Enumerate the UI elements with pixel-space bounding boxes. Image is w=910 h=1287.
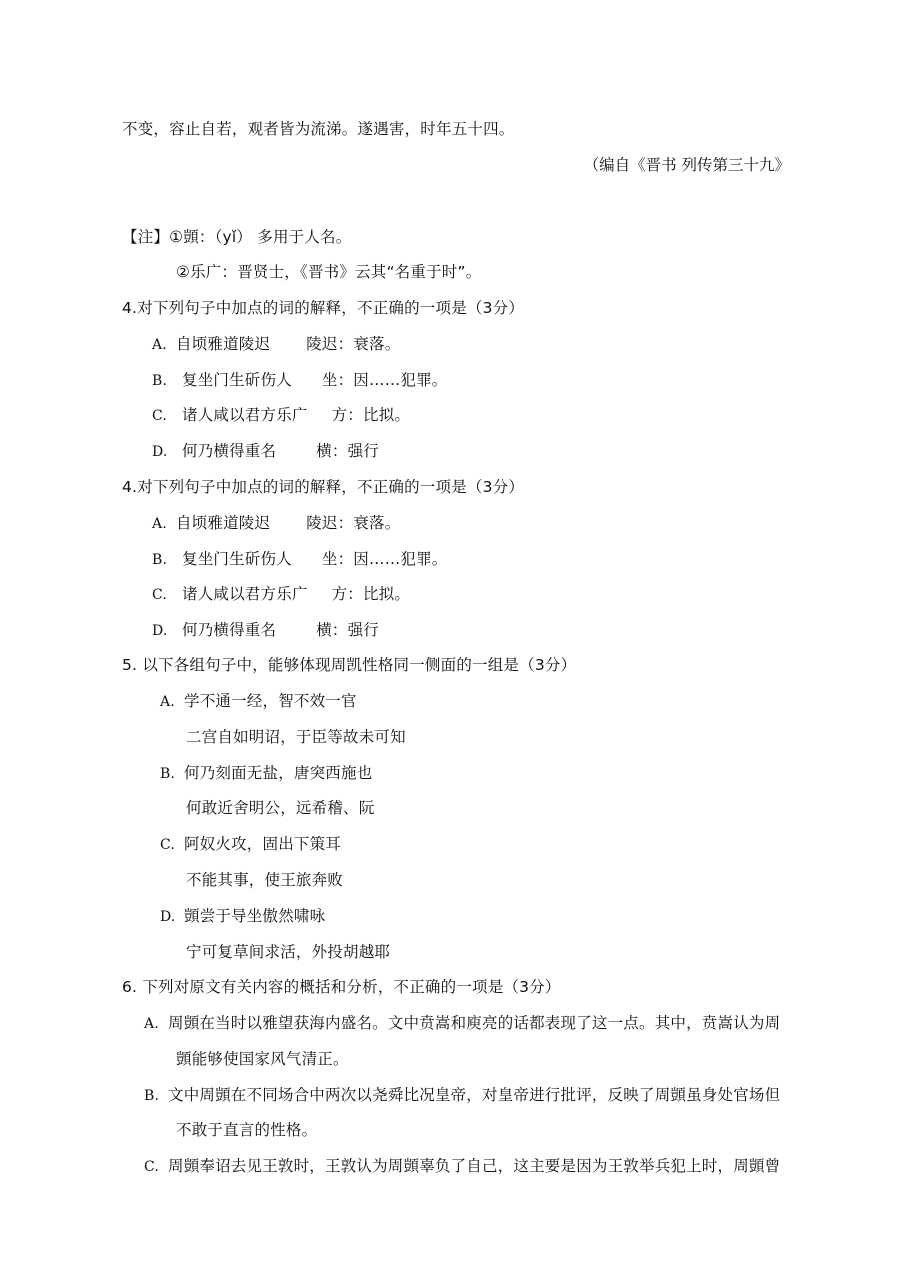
notes-label: 【注】 <box>122 228 170 246</box>
q4a-option-a[interactable] <box>152 333 400 356</box>
q6-option-c[interactable] <box>144 1155 780 1178</box>
option-label: D. <box>152 623 168 639</box>
option-label: B. <box>152 552 168 568</box>
option-sentence: 诸人咸以君方乐广 <box>182 585 308 603</box>
q5-option-a-line2: 二宫自如明诏，于臣等故未可知 <box>186 728 406 746</box>
option-line1: 顗尝于导坐傲然啸咏 <box>184 907 326 925</box>
option-sentence: 复坐门生斫伤人 <box>182 371 292 389</box>
q5-option-a[interactable] <box>160 690 357 713</box>
option-label: D. <box>152 444 168 460</box>
note-1-text: ①顗：（yǐ） 多用于人名。 <box>169 228 352 246</box>
option-line1: 文中周顗在不同场合中两次以尧舜比况皇帝，对皇帝进行批评，反映了周顗虽身处官场但 <box>168 1086 781 1104</box>
q6-option-a-line2: 顗能够使国家风气清正。 <box>176 1050 349 1068</box>
option-label: C. <box>152 408 168 424</box>
note-1 <box>122 226 351 248</box>
source-citation: （编自《晋书 列传第三十九》 <box>583 156 790 174</box>
q4a-option-b[interactable] <box>152 369 448 392</box>
option-sentence: 自顷雅道陵迟 <box>176 514 271 532</box>
q6-option-b-line2: 不敢于直言的性格。 <box>176 1121 318 1139</box>
option-label: B. <box>160 766 176 782</box>
option-gloss: 方：比拟。 <box>331 585 411 603</box>
passage-end-text: 不变，容止自若，观者皆为流涕。遂遇害，时年五十四。 <box>122 120 515 138</box>
option-line1: 周顗在当时以雅望获海内盛名。文中贲嵩和庾亮的话都表现了这一点。其中，贲嵩认为周 <box>168 1014 781 1032</box>
option-label: D. <box>160 909 176 925</box>
option-gloss: 陵迟：衰落。 <box>306 514 401 532</box>
q4a-option-c[interactable] <box>152 404 410 427</box>
option-sentence: 自顷雅道陵迟 <box>176 335 271 353</box>
note-2: ②乐广：晋贤士，《晋书》云其“名重于时”。 <box>176 263 482 281</box>
question-4b-stem: 4.对下列句子中加点的词的解释，不正确的一项是（3分） <box>122 478 525 496</box>
option-label: C. <box>160 837 176 853</box>
option-label: B. <box>152 373 168 389</box>
option-label: C. <box>152 587 168 603</box>
option-gloss: 方：比拟。 <box>331 406 411 424</box>
question-5-stem: 5. 以下各组句子中，能够体现周凯性格同一侧面的一组是（3分） <box>122 656 577 674</box>
q5-option-d[interactable] <box>160 905 325 928</box>
option-sentence: 何乃横得重名 <box>182 621 277 639</box>
q4a-option-d[interactable] <box>152 440 379 463</box>
q6-option-b[interactable] <box>144 1084 780 1107</box>
option-sentence: 何乃横得重名 <box>182 442 277 460</box>
option-gloss: 坐：因……犯罪。 <box>321 371 448 389</box>
option-label: A. <box>152 337 167 353</box>
option-gloss: 坐：因……犯罪。 <box>321 550 448 568</box>
question-4a-stem: 4.对下列句子中加点的词的解释，不正确的一项是（3分） <box>122 299 525 317</box>
q4b-option-a[interactable] <box>152 512 400 535</box>
option-label: A. <box>152 516 167 532</box>
option-gloss: 横：强行 <box>316 621 380 639</box>
option-line1: 周顗奉诏去见王敦时，王敦认为周顗辜负了自己，这主要是因为王敦举兵犯上时，周顗曾 <box>168 1157 781 1175</box>
q5-option-d-line2: 宁可复草间求活，外投胡越耶 <box>186 943 391 961</box>
option-gloss: 横：强行 <box>316 442 380 460</box>
q5-option-b[interactable] <box>160 762 372 785</box>
option-line1: 学不通一经，智不效一官 <box>184 692 357 710</box>
q5-option-c-line2: 不能其事，使王旅奔败 <box>186 871 344 889</box>
q5-option-c[interactable] <box>160 833 341 856</box>
option-line1: 何乃刻面无盐，唐突西施也 <box>184 764 373 782</box>
option-sentence: 复坐门生斫伤人 <box>182 550 292 568</box>
option-label: C. <box>144 1159 160 1175</box>
q4b-option-c[interactable] <box>152 583 410 606</box>
q6-option-a[interactable] <box>144 1012 780 1035</box>
q5-option-b-line2: 何敢近舍明公，远希稽、阮 <box>186 799 375 817</box>
option-label: B. <box>144 1088 160 1104</box>
option-label: A. <box>144 1016 159 1032</box>
q4b-option-d[interactable] <box>152 619 379 642</box>
question-6-stem: 6. 下列对原文有关内容的概括和分析，不正确的一项是（3分） <box>122 978 561 996</box>
option-sentence: 诸人咸以君方乐广 <box>182 406 308 424</box>
option-line1: 阿奴火攻，固出下策耳 <box>184 835 342 853</box>
option-label: A. <box>160 694 175 710</box>
q4b-option-b[interactable] <box>152 548 448 571</box>
option-gloss: 陵迟：衰落。 <box>306 335 401 353</box>
